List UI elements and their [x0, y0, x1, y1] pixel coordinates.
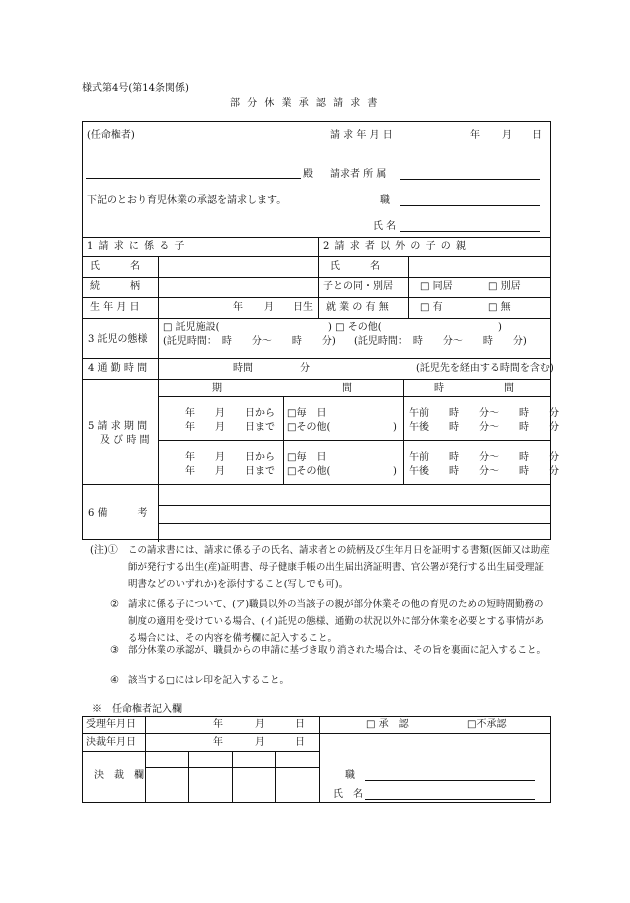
row2-other-close: ): [393, 466, 397, 477]
sec5-heading-1: 5 請 求 期 間: [88, 421, 148, 432]
date-day: 日: [532, 130, 542, 141]
row2-pm-time: 午後 時 分～ 時 分: [409, 466, 559, 477]
commute-note: (託児先を経由する時間を含む): [416, 363, 554, 374]
received-month: 月: [255, 719, 265, 730]
row2-other-checkbox[interactable]: □その他(: [287, 466, 331, 477]
received-date-label: 受理年月日: [86, 719, 136, 730]
row1-other-close: ): [393, 422, 397, 433]
post-line[interactable]: [400, 205, 540, 206]
row1-to-date: 年 月 日まで: [185, 422, 275, 433]
note2-text: 請求に係る子について、(ア)職員以外の当該子の親が部分休業その他の育児のための短時間勤務の制度の適用を受けている場合、(イ)託児の態様、通勤の状況以外に部分休業を必要とする事情がある場合には、その内容を備考欄に記入すること。: [128, 599, 544, 644]
birth-day: 日生: [293, 302, 313, 313]
childcare-time-facility: (託児時間： 時 分～ 時 分): [163, 336, 336, 347]
commute-hours: 時間: [233, 363, 253, 374]
note2-label: ②: [110, 599, 119, 610]
note3-text: 部分休業の承認が、職員からの申請に基づき取り消された場合は、その旨を裏面に記入すること。: [128, 645, 547, 656]
admin-post-label: 職: [345, 770, 355, 781]
cohab-same-checkbox[interactable]: □ 同居: [420, 281, 453, 292]
sec4-heading: 4 通 勤 時 間: [88, 363, 148, 374]
decided-year: 年: [213, 737, 223, 748]
decided-date-label: 決裁年月日: [86, 737, 136, 748]
approval-label: 決 裁 欄: [94, 770, 144, 781]
date-year: 年: [470, 130, 480, 141]
sec1-relation-label: 続 柄: [90, 281, 140, 292]
childcare-other-checkbox[interactable]: ) □ その他(: [328, 322, 382, 333]
row1-from-date: 年 月 日から: [185, 408, 275, 419]
admin-name-label: 氏 名: [333, 789, 363, 800]
request-statement: 下記のとおり育児休業の承認を請求します。: [87, 195, 287, 206]
form-number: 様式第4号(第14条関係): [82, 83, 189, 94]
sec3-heading: 3 託児の態様: [88, 334, 148, 345]
reject-checkbox[interactable]: □不承認: [467, 719, 507, 730]
sec2-name-label: 氏 名: [330, 261, 380, 272]
childcare-other-close: ): [498, 322, 502, 333]
cohab-separate-checkbox[interactable]: □ 別居: [488, 281, 521, 292]
main-form-box: [82, 121, 551, 540]
sec1-birth-label: 生 年 月 日: [90, 302, 140, 313]
sec6-heading: 6 備 考: [88, 508, 148, 519]
note4-text: 該当する□にはレ印を記入すること。: [128, 675, 289, 686]
sec2-cohab-label: 子との同・別居: [323, 281, 393, 292]
period-header: 期 間: [212, 383, 352, 394]
note4-label: ④: [110, 675, 119, 686]
sec2-heading: 2 請 求 者 以 外 の 子 の 親: [323, 241, 467, 252]
row1-other-checkbox[interactable]: □その他(: [287, 422, 331, 433]
decided-month: 月: [255, 737, 265, 748]
dono-label: 殿: [303, 169, 313, 180]
post-label: 職: [380, 195, 390, 206]
request-date-label: 請 求 年 月 日: [330, 130, 393, 141]
birth-year: 年: [233, 302, 243, 313]
admin-title: ※ 任命権者記入欄: [92, 704, 182, 715]
sec1-heading: 1 請 求 に 係 る 子: [87, 241, 186, 252]
childcare-facility-checkbox[interactable]: □ 託児施設(: [163, 322, 220, 333]
sec5-heading-2: 及 び 時 間: [100, 435, 150, 446]
dept-line[interactable]: [400, 179, 540, 180]
row1-pm-time: 午後 時 分～ 時 分: [409, 422, 559, 433]
birth-month: 月: [264, 302, 274, 313]
approve-checkbox[interactable]: □ 承 認: [366, 719, 409, 730]
note1-label: (注)①: [90, 545, 118, 556]
admin-name-line[interactable]: [365, 799, 535, 800]
note1-text: この請求書には、請求に係る子の氏名、請求者との続柄及び生年月日を証明する書類(医師又は助産師が発行する出生(産)証明書、母子健康手帳の出生届出済証明書、官公署が発行する出生届受理証明書などのいずれか)を添付すること(写しでも可)。: [128, 545, 550, 590]
row2-to-date: 年 月 日まで: [185, 466, 275, 477]
time-header: 時 間: [434, 383, 514, 394]
sec1-name-label: 氏 名: [90, 261, 140, 272]
date-month: 月: [502, 130, 512, 141]
row1-am-time: 午前 時 分～ 時 分: [409, 408, 559, 419]
row2-am-time: 午前 時 分～ 時 分: [409, 452, 559, 463]
name-label: 氏 名: [373, 221, 397, 232]
row1-daily-checkbox[interactable]: □毎 日: [287, 408, 327, 419]
received-day: 日: [295, 719, 305, 730]
row2-daily-checkbox[interactable]: □毎 日: [287, 452, 327, 463]
row2-from-date: 年 月 日から: [185, 452, 275, 463]
childcare-time-other: (託児時間： 時 分～ 時 分): [354, 336, 527, 347]
received-year: 年: [213, 719, 223, 730]
form-title: 部 分 休 業 承 認 請 求 書: [230, 98, 380, 109]
admin-post-line[interactable]: [365, 780, 535, 781]
work-no-checkbox[interactable]: □ 無: [488, 302, 511, 313]
commute-minutes: 分: [300, 363, 310, 374]
appointer-label: (任命権者): [87, 130, 135, 141]
decided-day: 日: [295, 737, 305, 748]
name-line[interactable]: [400, 231, 540, 232]
appointer-name-line[interactable]: [86, 178, 301, 179]
sec2-work-label: 就 業 の 有 無: [326, 302, 389, 313]
note3-label: ③: [110, 645, 119, 656]
requester-dept-label: 請求者 所 属: [330, 169, 387, 180]
work-yes-checkbox[interactable]: □ 有: [420, 302, 443, 313]
